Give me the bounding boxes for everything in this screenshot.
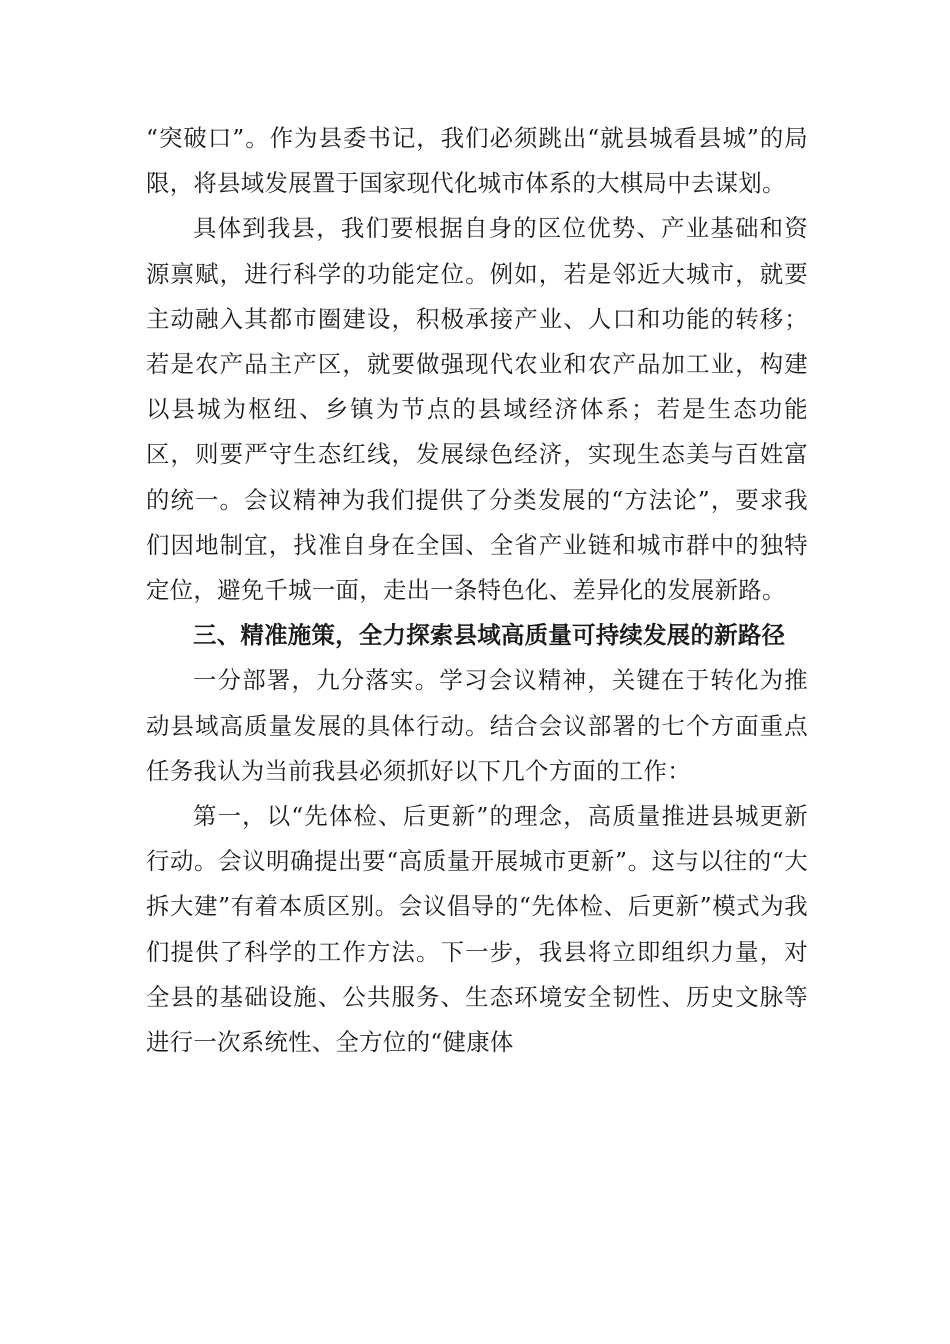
paragraph-positioning: 具体到我县，我们要根据自身的区位优势、产业基础和资源禀赋，进行科学的功能定位。例如，若是邻近大城市，就要主动融入其都市圈建设，积极承接产业、人口和功能的转移；若是农产品主产区，就要做强现代农业和农产品加工业，构建以县城为枢纽、乡镇为节点的县域经济体系；若是生态功能区，则要严守生态红线，发展绿色经济，实现生态美与百姓富的统一。会议精神为我们提供了分类发展的“方法论”，要求我们因地制宜，找准自身在全国、全省产业链和城市群中的独特定位，避免千城一面，走出一条特色化、差异化的发展新路。 (146, 214, 808, 605)
paragraph-first-task: 第一，以“先体检、后更新”的理念，高质量推进县城更新行动。会议明确提出要“高质量开展城市更新”。这与以往的“大拆大建”有着本质区别。会议倡导的“先体检、后更新”模式为我们提供了科学的工作方法。下一步，我县将立即组织力量，对全县的基础设施、公共服务、生态环境安全韧性、历史文脉等进行一次系统性、全方位的“健康体 (146, 802, 808, 1057)
section-heading-three: 三、精准施策，全力探索县域高质量可持续发展的新路径 (193, 621, 786, 650)
paragraph-implementation: 一分部署，九分落实。学习会议精神，关键在于转化为推动县域高质量发展的具体行动。结合会议部署的七个方面重点任务我认为当前我县必须抓好以下几个方面的工作： (146, 666, 808, 785)
paragraph-continuation: “突破口”。作为县委书记，我们必须跳出“就县城看县城”的局限，将县域发展置于国家现代化城市体系的大棋局中去谋划。 (146, 124, 808, 198)
document-page (146, 116, 808, 1065)
